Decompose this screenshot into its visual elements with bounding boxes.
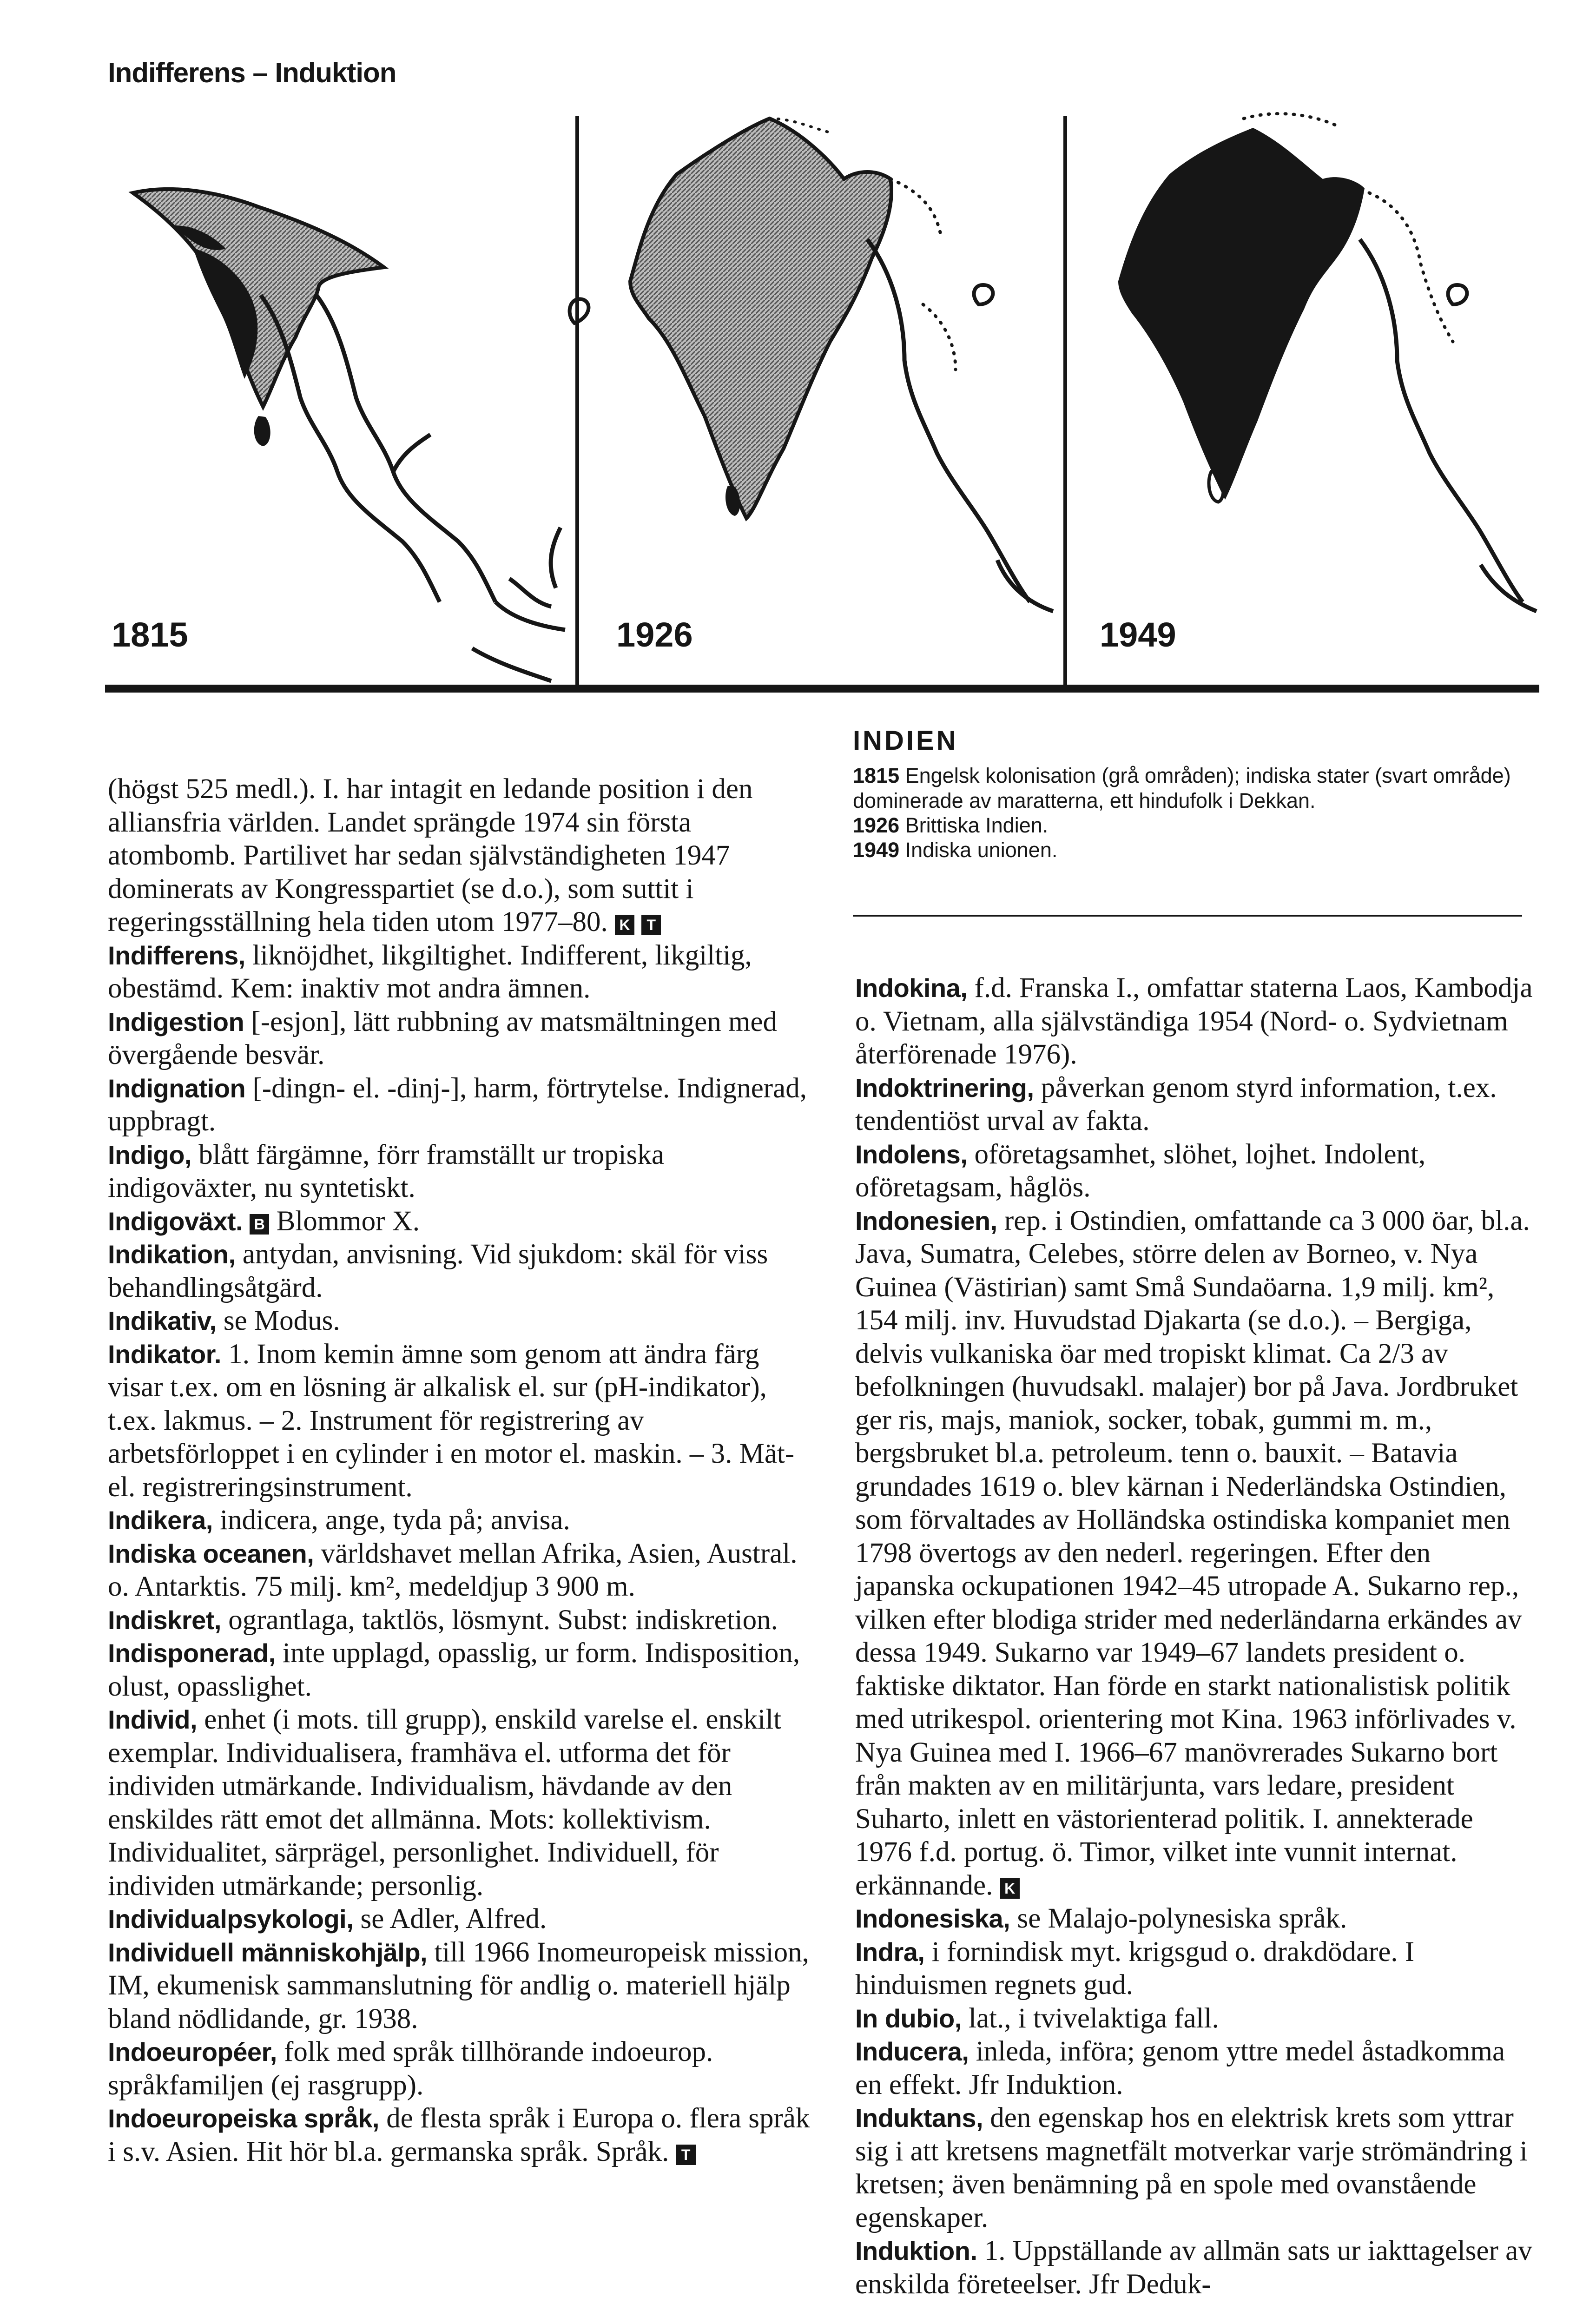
entry-indigo: Indigo, blått färgämne, förr framställt ur tropiska indigoväxter, nu syntetiskt. [108, 1139, 664, 1203]
entry-indigestion: Indigestion [-esjon], lätt rubbning av matsmältningen med övergående besvär. [108, 1006, 778, 1070]
ref-t-icon: T [641, 915, 661, 935]
ref-b-icon: B [250, 1214, 269, 1235]
ref-k-icon: K [615, 915, 634, 935]
map-year-1815: 1815 [112, 615, 188, 654]
entry-indikativ: Indikativ, se Modus. [108, 1305, 340, 1336]
ref-t-icon: T [676, 2145, 696, 2165]
entry-induktans: Induktans, den egenskap hos en elektrisk krets som yttrar sig i att kretsens magnetfält motverkar varje strömändring i kretsen; även benämning på en spole med ovanstående egenskaper. [855, 2102, 1528, 2233]
entry-indiskret: Indiskret, ograntlaga, taktlös, lösmynt. Subst: indiskretion. [108, 1604, 778, 1636]
ref-k-icon: K [1000, 1878, 1020, 1899]
entry-individualpsykologi: Individualpsykologi, se Adler, Alfred. [108, 1903, 547, 1934]
entry-indisponerad: Indisponerad, inte upplagd, opasslig, ur form. Indisposition, olust, opasslighet. [108, 1637, 800, 1702]
caption-line-1815: 1815 Engelsk kolonisation (grå områden); indiska stater (svart område) dominerade av maratterna, ett hindufolk i Dekkan. [853, 764, 1511, 812]
map-caption [853, 725, 1522, 862]
map-1815 [133, 189, 588, 681]
entry-continuation: (högst 525 medl.). I. har intagit en ledande position i den alliansfria världen. Landet sprängde 1974 sin första atombomb. Partilivet har sedan självständigheten 1947 dominerats av Kongresspartiet (se d.o.), som suttit i regeringsställning hela tiden utom 1977–80. K T [108, 773, 753, 938]
left-column [108, 772, 814, 2168]
running-head: Indifferens – Induktion [108, 57, 396, 88]
map-year-1949: 1949 [1100, 615, 1176, 654]
entry-indra: Indra, i fornindisk myt. krigsgud o. drakdödare. I hinduismen regnets gud. [855, 1936, 1415, 2000]
entry-indikator: Indikator. 1. Inom kemin ämne som genom att ändra färg visar t.ex. om en lösning är alkalisk el. sur (pH-indikator), t.ex. lakmus. – 2. Instrument för registrering av arbetsförloppet i en cylinder i en motor el. maskin. – 3. Mät- el. registreringsinstrument. [108, 1338, 795, 1503]
caption-rule [853, 915, 1522, 917]
caption-line-1926: 1926 Brittiska Indien. [853, 813, 1049, 837]
entry-indonesien: Indonesien, rep. i Ostindien, omfattande ca 3 000 öar, bl.a. Java, Sumatra, Celebes, större delen av Borneo, v. Nya Guinea (Västirian) samt Små Sundaöarna. 1,9 milj. km², 154 milj. inv. Huvudstad Djakarta (se d.o.). – Bergiga, delvis vulkaniska öar med tropiskt klimat. Ca 2/3 av befolkningen (huvudsakl. malajer) bor på Java. Jordbruket ger ris, majs, maniok, socker, tobak, gummi m. m., bergsbruket bl.a. petroleum. tenn o. bauxit. – Batavia grundades 1619 o. blev kärnan i Nederländska Ostindien, som förvaltades av Holländska ostindiska kompaniet men 1798 övertogs av den nederl. regeringen. Efter den japanska ockupationen 1942–45 utropade A. Sukarno rep., vilken efter blodiga strider med nederländarna erkändes av dessa 1949. Sukarno var 1949–67 landets president o. faktiske diktator. Han förde en starkt nationalistisk politik med utrikespol. orientering mot Kina. 1963 införlivades v. Nya Guinea med I. 1966–67 manövrerades Sukarno bort från makten av en militärjunta, vars ledare, president Suharto, inlett en västorienterad politik. I. annekterade 1976 f.d. portug. ö. Timor, vilket inte vunnit internat. erkännande. K [855, 1205, 1530, 1901]
india-maps-figure [105, 100, 1539, 702]
entry-indikera: Indikera, indicera, ange, tyda på; anvisa. [108, 1505, 570, 1536]
entry-indokina: Indokina, f.d. Franska I., omfattar staterna Laos, Kambodja o. Vietnam, alla självständiga 1954 (Nord- o. Sydvietnam återförenade 1976). [855, 972, 1533, 1070]
entry-induktion: Induktion. 1. Uppställande av allmän sats ur iakttagelser av enskilda företeelser. Jfr Deduk- [855, 2235, 1532, 2300]
map-1926 [630, 119, 1053, 611]
entry-indifferens: Indifferens, liknöjdhet, likgiltighet. Indifferent, likgiltig, obestämd. Kem: inaktiv mot andra ämnen. [108, 939, 752, 1004]
map-1949 [1118, 114, 1537, 611]
entry-inducera: Inducera, inleda, införa; genom yttre medel åstadkomma en effekt. Jfr Induktion. [855, 2036, 1505, 2100]
caption-line-1949: 1949 Indiska unionen. [853, 838, 1058, 862]
entry-indolens: Indolens, oföretagsamhet, slöhet, lojhet. Indolent, oföretagsam, håglös. [855, 1138, 1426, 1203]
entry-individuell-manniskohjalp: Individuell människohjälp, till 1966 Inomeuropeisk mission, IM, ekumenisk sammanslutning för andlig o. materiell hjälp bland nödlidande, gr. 1938. [108, 1936, 809, 2034]
entry-indiska-oceanen: Indiska oceanen, världshavet mellan Afrika, Asien, Austral. o. Antarktis. 75 milj. km², medeldjup 3 900 m. [108, 1538, 798, 1602]
entry-indoeuropeer: Indoeuropéer, folk med språk tillhörande indoeurop. språkfamiljen (ej rasgrupp). [108, 2036, 713, 2101]
entry-indoeuropeiska-sprak: Indoeuropeiska språk, de flesta språk i Europa o. flera språk i s.v. Asien. Hit hör bl.a. germanska språk. Språk. T [108, 2103, 810, 2167]
caption-title: INDIEN [853, 726, 958, 756]
entry-individ: Individ, enhet (i mots. till grupp), enskild varelse el. enskilt exemplar. Individualisera, framhäva el. utforma det för individen utmärkande. Individualism, hävdande av den enskildes rätt emot det allmänna. Mots: kollektivism. Individualitet, särprägel, personlighet. Individuell, för individen utmärkande; personlig. [108, 1704, 782, 1901]
entry-indonesiska: Indonesiska, se Malajo-polynesiska språk. [855, 1903, 1347, 1934]
entry-indoktrinering: Indoktrinering, påverkan genom styrd information, t.ex. tendentiöst urval av fakta. [855, 1072, 1497, 1136]
right-column [855, 971, 1534, 2301]
entry-indigovaxt: Indigoväxt. B Blommor X. [108, 1205, 420, 1237]
entry-indikation: Indikation, antydan, anvisning. Vid sjukdom: skäl för viss behandlingsåtgärd. [108, 1239, 768, 1303]
map-year-1926: 1926 [616, 615, 693, 654]
entry-indignation: Indignation [-dingn- el. -dinj-], harm, förtrytelse. Indignerad, uppbragt. [108, 1072, 807, 1137]
entry-in-dubio: In dubio, lat., i tvivelaktiga fall. [855, 2002, 1219, 2034]
maps-illustration [105, 100, 1539, 702]
